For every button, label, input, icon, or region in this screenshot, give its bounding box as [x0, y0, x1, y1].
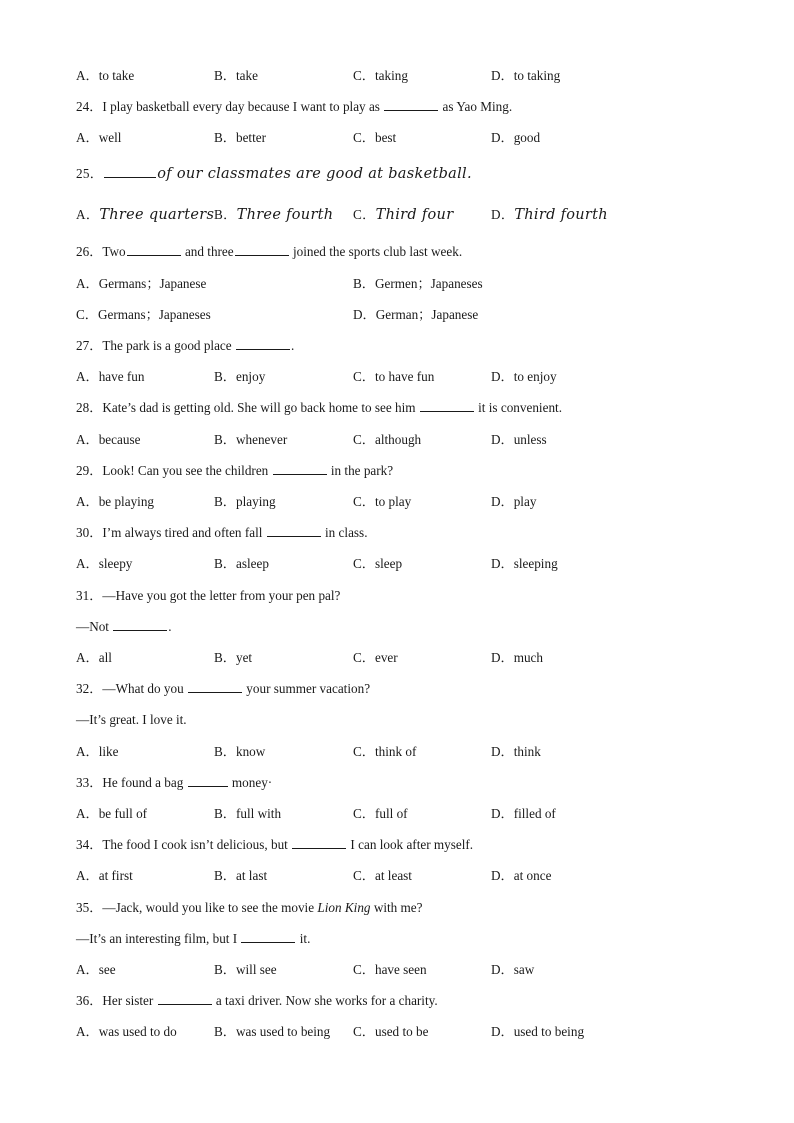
q31-option-a[interactable]: A．all	[76, 650, 112, 665]
q25-option-d[interactable]: D．Third fourth	[491, 207, 608, 223]
question-28-stem: 28．Kate’s dad is getting old. She will go back home to see him it is convenient.	[76, 400, 562, 415]
q33-option-b[interactable]: B．full with	[214, 806, 282, 821]
q23-option-a[interactable]: A．to take	[76, 68, 135, 83]
q33-option-a[interactable]: A．be full of	[76, 806, 148, 821]
question-number: 31．	[76, 588, 103, 603]
question-number: 26．	[76, 244, 103, 259]
answer-blank[interactable]	[292, 836, 346, 849]
q26-option-c[interactable]: C．Germans；Japaneses	[76, 307, 211, 322]
question-30-stem: 30．I’m always tired and often fall in class.	[76, 525, 368, 540]
q25-option-a[interactable]: A．Three quarters	[76, 207, 215, 223]
question-36-stem: 36．Her sister a taxi driver. Now she works for a charity.	[76, 993, 438, 1008]
q33-option-d[interactable]: D．filled of	[491, 806, 556, 821]
q28-option-a[interactable]: A．because	[76, 432, 141, 447]
q33-option-c[interactable]: C．full of	[353, 806, 408, 821]
q24-option-c[interactable]: C．best	[353, 130, 397, 145]
answer-blank[interactable]	[235, 243, 289, 256]
q30-option-a[interactable]: A．sleepy	[76, 556, 133, 571]
q24-option-d[interactable]: D．good	[491, 130, 541, 145]
q25-option-b[interactable]: B．Three fourth	[214, 207, 334, 223]
answer-blank[interactable]	[267, 524, 321, 537]
question-31-stem: 31．—Have you got the letter from your pen pal?	[76, 588, 341, 603]
q32-option-a[interactable]: A．like	[76, 744, 119, 759]
question-33-stem: 33．He found a bag money·	[76, 775, 273, 790]
q28-option-b[interactable]: B．whenever	[214, 432, 288, 447]
question-24-stem	[76, 98, 512, 116]
q30-option-b[interactable]: B．asleep	[214, 556, 269, 571]
q34-option-b[interactable]: B．at last	[214, 868, 268, 883]
q32-option-d[interactable]: D．think	[491, 744, 541, 759]
q35-option-b[interactable]: B．will see	[214, 962, 277, 977]
movie-title: Lion King	[317, 900, 371, 915]
q27-option-c[interactable]: C．to have fun	[353, 369, 435, 384]
answer-blank[interactable]	[241, 930, 295, 943]
q32-option-c[interactable]: C．think of	[353, 744, 417, 759]
question-27-stem: 27．The park is a good place .	[76, 338, 295, 353]
q35-option-a[interactable]: A．see	[76, 962, 116, 977]
question-number: 24．	[76, 99, 103, 114]
q24-option-b[interactable]: B．better	[214, 130, 267, 145]
question-32-response: —It’s great. I love it.	[76, 712, 187, 727]
answer-blank[interactable]	[384, 98, 438, 111]
answer-blank[interactable]	[113, 618, 167, 631]
q26-option-a[interactable]: A．Germans；Japanese	[76, 276, 207, 291]
q36-option-c[interactable]: C．used to be	[353, 1024, 429, 1039]
answer-blank[interactable]	[188, 774, 228, 787]
question-number: 36．	[76, 993, 103, 1008]
question-26-stem: 26．Two and three joined the sports club last week.	[76, 244, 463, 259]
question-31-response: —Not .	[76, 619, 172, 634]
q36-option-d[interactable]: D．used to being	[491, 1024, 585, 1039]
question-number: 27．	[76, 338, 103, 353]
question-number: 28．	[76, 400, 103, 415]
question-number: 35．	[76, 900, 103, 915]
q30-option-c[interactable]: C．sleep	[353, 556, 403, 571]
question-number: 25．	[76, 166, 104, 181]
q35-option-c[interactable]: C．have seen	[353, 962, 427, 977]
question-35-response: —It’s an interesting film, but I it.	[76, 931, 311, 946]
q36-option-a[interactable]: A．was used to do	[76, 1024, 177, 1039]
q34-option-c[interactable]: C．at least	[353, 868, 412, 883]
q31-option-c[interactable]: C．ever	[353, 650, 398, 665]
q31-option-d[interactable]: D．much	[491, 650, 544, 665]
q23-option-c[interactable]: C．taking	[353, 68, 408, 83]
question-number: 32．	[76, 681, 103, 696]
q35-option-d[interactable]: D．saw	[491, 962, 535, 977]
answer-blank[interactable]	[236, 337, 290, 350]
question-number: 34．	[76, 837, 103, 852]
question-25-stem	[76, 165, 472, 183]
question-number: 30．	[76, 525, 103, 540]
q29-option-b[interactable]: B．playing	[214, 494, 276, 509]
q34-option-d[interactable]: D．at once	[491, 868, 552, 883]
answer-blank[interactable]	[420, 399, 474, 412]
q26-option-b[interactable]: B．Germen；Japaneses	[353, 276, 483, 291]
q23-option-b[interactable]: B．take	[214, 68, 258, 83]
stem-text: I play basketball every day because I want to play as	[102, 99, 384, 114]
question-number: 33．	[76, 775, 103, 790]
q34-option-a[interactable]: A．at first	[76, 868, 133, 883]
q28-option-c[interactable]: C．although	[353, 432, 422, 447]
stem-text: as Yao Ming.	[439, 99, 513, 114]
q27-option-d[interactable]: D．to enjoy	[491, 369, 557, 384]
q23-option-d[interactable]: D．to taking	[491, 68, 561, 83]
q31-option-b[interactable]: B．yet	[214, 650, 253, 665]
answer-blank[interactable]	[127, 243, 181, 256]
q25-option-c[interactable]: C．Third four	[353, 207, 454, 223]
q27-option-a[interactable]: A．have fun	[76, 369, 145, 384]
answer-blank[interactable]	[188, 680, 242, 693]
q36-option-b[interactable]: B．was used to being	[214, 1024, 331, 1039]
question-34-stem: 34．The food I cook isn’t delicious, but I can look after myself.	[76, 837, 474, 852]
q28-option-d[interactable]: D．unless	[491, 432, 547, 447]
q27-option-b[interactable]: B．enjoy	[214, 369, 266, 384]
question-32-stem: 32．—What do you your summer vacation?	[76, 681, 371, 696]
question-35-stem: 35．—Jack, would you like to see the movie Lion King with me?	[76, 900, 423, 915]
question-number: 29．	[76, 463, 103, 478]
q29-option-d[interactable]: D．play	[491, 494, 537, 509]
q32-option-b[interactable]: B．know	[214, 744, 266, 759]
answer-blank[interactable]	[104, 165, 156, 178]
q26-option-d[interactable]: D．German；Japanese	[353, 307, 479, 322]
q29-option-c[interactable]: C．to play	[353, 494, 412, 509]
q24-option-a[interactable]: A．well	[76, 130, 122, 145]
question-29-stem: 29．Look! Can you see the children in the park?	[76, 463, 394, 478]
answer-blank[interactable]	[273, 462, 327, 475]
q30-option-d[interactable]: D．sleeping	[491, 556, 558, 571]
answer-blank[interactable]	[158, 992, 212, 1005]
q29-option-a[interactable]: A．be playing	[76, 494, 155, 509]
stem-text: of our classmates are good at basketball.	[157, 166, 472, 182]
